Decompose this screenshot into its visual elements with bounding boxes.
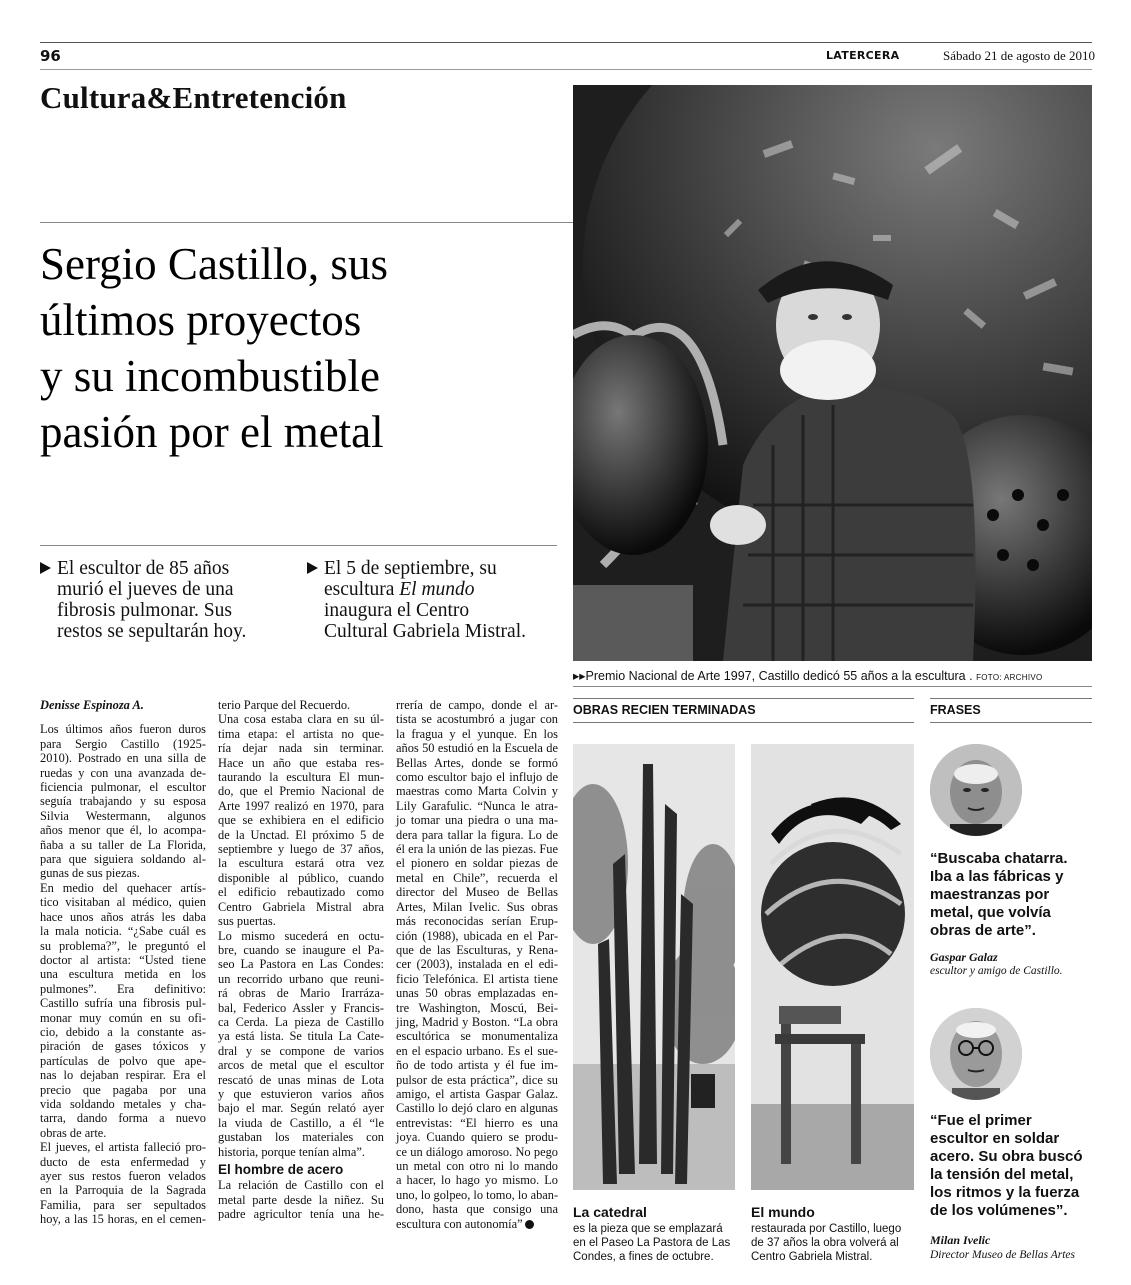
article-line: a hacer, lo hago yo mismo. Lo (396, 1173, 558, 1188)
article-line: de la Unctad. El próximo 5 de (218, 827, 384, 842)
article-line-text: escultura con autonomía” (396, 1216, 523, 1231)
quote-line: Iba a las fábricas y (930, 868, 1064, 885)
bullet-line: inaugura el Centro (324, 600, 470, 621)
article-line: arcos de metal que el escultor (218, 1058, 384, 1073)
article-line: la mala noticia. “¿Sabe cuál es (40, 924, 206, 939)
article-subhead: El hombre de acero (218, 1162, 344, 1177)
bullet-italic-title: El mundo (399, 579, 475, 600)
article-line: el pionero en soldar piezas de (396, 856, 558, 871)
article-paragraph (40, 722, 206, 880)
article-line: director del Museo de Bellas (396, 885, 558, 900)
article-line: más reconocidas serían Erup- (396, 914, 558, 929)
article-line: Familia, para ser sepultados (40, 1197, 206, 1212)
article-line: tima etapa: el artista no que- (218, 726, 384, 741)
portrait-illustration (930, 1008, 1022, 1100)
article-line: entrevistas: “El hierro es una (396, 1115, 558, 1130)
article-line: ñaba a su taller de La Florida, (40, 837, 206, 852)
article-line: bal, Federico Assler y Francis- (218, 1000, 384, 1015)
article-line: dera para tallar la figura. Lo de (396, 827, 558, 842)
quotes-heading-rule (930, 722, 1092, 723)
article-line: y que estuvieron varios años (218, 1086, 384, 1101)
article-paragraph (218, 1178, 384, 1221)
article-line: Arte 1997 realizó en 1970, para (218, 798, 384, 813)
desc-line: Condes, a fines de octubre. (573, 1251, 714, 1263)
photo-el-mundo (751, 744, 914, 1190)
bullet-line: El escultor de 85 años (57, 558, 230, 579)
article-line: rá obras de Mario Irarráza- (218, 986, 384, 1001)
section-title: Cultura&Entretención (40, 80, 347, 115)
article-line: Bellas Artes, donde se formó (396, 755, 558, 770)
caption-text: ▸▸Premio Nacional de Arte 1997, Castillo dedicó 55 años a la escultura . (573, 669, 973, 683)
desc-line: en el Paseo La Pastora de Las (573, 1237, 731, 1249)
article-line: una escultura metida en los (40, 967, 206, 982)
article-line: años menor que él, lo acompa- (40, 823, 206, 838)
article-line: uno, lo golpeo, lo tomo, lo aban- (396, 1187, 559, 1202)
article-line: su problema?”, le preguntó el (40, 938, 206, 953)
article-line: hoy, a las 15 horas, en el cemen- (40, 1212, 206, 1227)
article-paragraph (218, 929, 384, 1160)
article-line: tarra, dando forma a nuevo (40, 1111, 206, 1126)
portrait-milan-ivelic (930, 1008, 1022, 1100)
article-line: años 50 estudió en la Escuela de (396, 741, 558, 756)
article-line: gunas de sus piezas. (40, 866, 140, 881)
quote-line: maestranzas por (930, 886, 1050, 903)
article-line: pulsor de esta práctica”, dice su (396, 1072, 558, 1087)
masthead: LATERCERA (826, 49, 900, 62)
caption-rule (573, 686, 1092, 687)
main-photo-castillo (573, 85, 1092, 661)
article-line: ficiencia pulmonar, el escultor (40, 780, 206, 795)
article-line: ca Cerda. La pieza de Castillo (218, 1014, 384, 1029)
quote-line: escultor en soldar (930, 1130, 1060, 1147)
quote-line: obras de arte”. (930, 922, 1036, 939)
article-line: maestras como Marta Colvin y (396, 784, 558, 799)
quote-gaspar-galaz (930, 850, 1092, 940)
article-line: que de las Esculturas, y Rena- (396, 942, 558, 957)
works-heading: OBRAS RECIEN TERMINADAS (573, 703, 756, 717)
article-line: para que siguiera soldando al- (40, 852, 206, 867)
article-line: tico visitaban al médico, quien (40, 895, 206, 910)
article-paragraph (396, 698, 558, 1231)
headline-line: Sergio Castillo, sus (40, 239, 388, 289)
article-line: gustaban los materiales con (218, 1130, 384, 1145)
article-line: obras de arte. (40, 1125, 107, 1140)
header-rule (40, 69, 1092, 70)
article-line: el edificio rebautizado como (218, 885, 384, 900)
article-line: septiembre y luego de 37 años, (218, 842, 384, 857)
la-catedral-illustration (573, 744, 735, 1190)
article-paragraph (40, 1140, 206, 1226)
article-line: dral y se compone de varios (218, 1043, 384, 1058)
article-line: unas 50 obras emplazadas en- (396, 986, 558, 1001)
article-paragraph (40, 881, 206, 1140)
issue-date: Sábado 21 de agosto de 2010 (943, 48, 1096, 63)
headline-line: últimos proyectos (40, 295, 362, 345)
photo-caption (573, 668, 1043, 683)
article-column-3 (396, 698, 558, 1231)
photo-la-catedral (573, 744, 735, 1190)
headline-line: y su incombustible (40, 351, 380, 401)
article-line: para Sergio Castillo (1925- (40, 736, 206, 751)
article-line: ño de todo artista y él fue im- (396, 1058, 558, 1073)
article-line: pulmones”. Era definitivo: (40, 981, 206, 996)
desc-line: es la pieza que se emplazará (573, 1223, 723, 1235)
quote-milan-ivelic (930, 1112, 1092, 1220)
article-line: ría dejar nada sin terminar. (218, 741, 384, 756)
article-line: Lo mismo sucederá en octu- (218, 928, 384, 943)
article-line: jo tomar una piedra o una ma- (396, 813, 558, 828)
quotes-top-rule (930, 698, 1092, 699)
quote-line: de los volúmenes”. (930, 1202, 1068, 1219)
article-line: en la Parroquia de la Sagrada (40, 1183, 206, 1198)
quote-line: “Buscaba chatarra. (930, 850, 1068, 867)
article-line: seguía trabajando y su esposa (40, 794, 206, 809)
quote-line: acero. Su obra buscó (930, 1148, 1083, 1165)
article-line: tista se acostumbró a jugar con (396, 712, 558, 727)
byline: Denisse Espinoza A. (40, 698, 144, 712)
bullet-line (324, 579, 526, 600)
work-desc-la-catedral (573, 1222, 730, 1264)
article-line: tre Washington, Moscú, Bei- (396, 1000, 558, 1015)
quotes-heading: FRASES (930, 703, 981, 717)
article-line: bajo el mar. Según relató ayer (218, 1101, 384, 1116)
article-line: 2010). Postrado en una silla de (40, 751, 206, 766)
article-line: amigo, el artista Gaspar Galaz. (396, 1086, 558, 1101)
article-line: piración de gases tóxicos y (40, 1039, 206, 1054)
quote-line: metal, que volvía (930, 904, 1051, 921)
work-title-el-mundo: El mundo (751, 1204, 815, 1220)
article-line: precio que pagaba por una (40, 1082, 206, 1097)
article-line: historia, porque tenían alma”. (218, 1144, 365, 1159)
article-line: vida soldando metales y cha- (40, 1096, 206, 1111)
article-line: Silvia Westermann, algunos (40, 808, 206, 823)
article-line: ruedas y con una avanzada de- (40, 765, 206, 780)
photo-credit: FOTO: ARCHIVO (976, 673, 1043, 682)
article-line: ficio Telefónica. El artista tiene (396, 971, 558, 986)
desc-line: restaurada por Castillo, luego (751, 1223, 902, 1235)
article-column-1 (40, 698, 206, 1227)
article-line: ce un diálogo amoroso. No pego (396, 1144, 558, 1159)
article-line: taurando la escultura El mun- (218, 770, 384, 785)
article-line: Una cosa estaba clara en su úl- (218, 712, 384, 727)
article-line: un recorrido urbano que reuni- (218, 971, 384, 986)
article-line: El jueves, el artista falleció pro- (40, 1140, 206, 1155)
headline-rule (40, 222, 573, 223)
article-line: cio, debido a la constante as- (40, 1024, 206, 1039)
desc-line: Centro Gabriela Mistral. (751, 1251, 873, 1263)
work-title-la-catedral: La catedral (573, 1204, 647, 1220)
desc-line: de 37 años la obra volverá al (751, 1237, 899, 1249)
article-line: escultórica se monumentaliza (396, 1029, 558, 1044)
quote-line: “Fue el primer (930, 1112, 1032, 1129)
bullet-text: escultura (324, 579, 400, 600)
article-line: en el espacio urbano. Es el sue- (396, 1043, 558, 1058)
article-line: disponible al público, cuando (218, 870, 384, 885)
article-line: hace unos años atrás les daba (40, 909, 206, 924)
work-desc-el-mundo (751, 1222, 901, 1264)
article-line: terio Parque del Recuerdo. (218, 698, 351, 712)
article-line: sus puertas. (218, 914, 276, 929)
article-line: bre, cuando se inaugure el Pa- (218, 942, 384, 957)
article-line: un metal con otro ni lo mando (396, 1159, 558, 1173)
article-line: la escultura estará otra vez (218, 856, 384, 871)
article-line: La relación de Castillo con el (218, 1178, 384, 1193)
page-number: 96 (40, 47, 61, 65)
bullet-line: El 5 de septiembre, su (324, 558, 497, 579)
article-line (396, 1217, 558, 1231)
quote-line: la tensión del metal, (930, 1166, 1074, 1183)
end-of-article-icon (525, 1220, 534, 1229)
article-line: la fragua y el yunque. En los (396, 726, 558, 741)
article-line: Centro Gabriela Mistral abra (218, 899, 384, 914)
article-line: jing, Madrid y Boston. “La obra (396, 1014, 558, 1029)
article-line: joya. Cuando quiero se produ- (396, 1130, 558, 1145)
quote-line: los ritmos y la fuerza (930, 1184, 1080, 1201)
article-line: ción (1988), ubicada en el Par- (396, 928, 558, 943)
quote-author: Milan Ivelic (930, 1233, 991, 1247)
article-line: partículas de polvo que ape- (40, 1053, 206, 1068)
article-line: padre agricultor tenía una he- (218, 1207, 384, 1222)
article-line: dono, hasta que consigo una (396, 1202, 558, 1217)
article-line: como escultor bajo el influjo de (396, 770, 558, 785)
article-line: que se exhibiera en el edificio (218, 813, 384, 828)
article-line: monar muy común en su ofi- (40, 1010, 206, 1025)
bullet-line: Cultural Gabriela Mistral. (324, 621, 526, 642)
article-line: doctor al artista: “Usted tiene (40, 952, 206, 967)
article-line: seo La Pastora en Las Condes: (218, 957, 384, 972)
el-mundo-illustration (751, 744, 914, 1190)
article-line: Castillo lo dejó claro en algunas (396, 1101, 558, 1116)
quote-author-role: escultor y amigo de Castillo. (930, 965, 1063, 977)
works-heading-rule (573, 722, 914, 723)
bullet-line: restos se sepultarán hoy. (57, 621, 247, 642)
article-line: Hace un año que estaba res- (218, 755, 384, 770)
article-column-2 (218, 698, 384, 1222)
quote-author: Gaspar Galaz (930, 950, 998, 964)
bullet-arrow-icon (40, 562, 51, 574)
portrait-illustration (930, 744, 1022, 836)
article-line: metal parte desde la niñez. Su (218, 1192, 384, 1207)
article-line: En medio del quehacer artís- (40, 880, 206, 895)
article-paragraph (218, 698, 384, 929)
article-line: rrería de campo, donde el ar- (396, 698, 558, 712)
headline-line: pasión por el metal (40, 407, 384, 457)
article-line: Artes, Milan Ivelic. Sus obras (396, 899, 558, 914)
article-line: él era la unión de las piezas. Fue (396, 842, 558, 857)
article-line: Castillo sufría una fibrosis pul- (40, 996, 206, 1011)
article-line: la viuda de Castillo, a él “le (218, 1115, 384, 1130)
article-line: Los últimos años fueron duros (40, 722, 206, 737)
article-line: rescató de unas minas de Lota (218, 1072, 384, 1087)
bullets-rule (40, 545, 557, 546)
article-line: cer (2003), instalada en el edi- (396, 957, 558, 972)
top-rule (40, 42, 1092, 43)
portrait-gaspar-galaz (930, 744, 1022, 836)
article-line: do, que el Premio Nacional de (218, 784, 384, 799)
bullet-line: fibrosis pulmonar. Sus (57, 600, 232, 621)
headline (40, 236, 570, 460)
article-line: nas lo dejaban respirar. Era el (40, 1068, 206, 1083)
article-line: ayer sus restos fueron velados (40, 1169, 206, 1183)
article-line: metal en Chile”, recuerda el (396, 870, 558, 885)
works-top-rule (573, 698, 914, 699)
photo-illustration (573, 85, 1092, 661)
article-line: ducto de esta enfermedad y (40, 1154, 206, 1169)
bullet-line: murió el jueves de una (57, 579, 234, 600)
article-line: ya está lista. Se titula La Cate- (218, 1029, 384, 1044)
article-line: Lily Garafulic. “Nunca le atra- (396, 798, 558, 813)
quote-author-role: Director Museo de Bellas Artes (930, 1249, 1076, 1261)
bullet-arrow-icon (307, 562, 318, 574)
